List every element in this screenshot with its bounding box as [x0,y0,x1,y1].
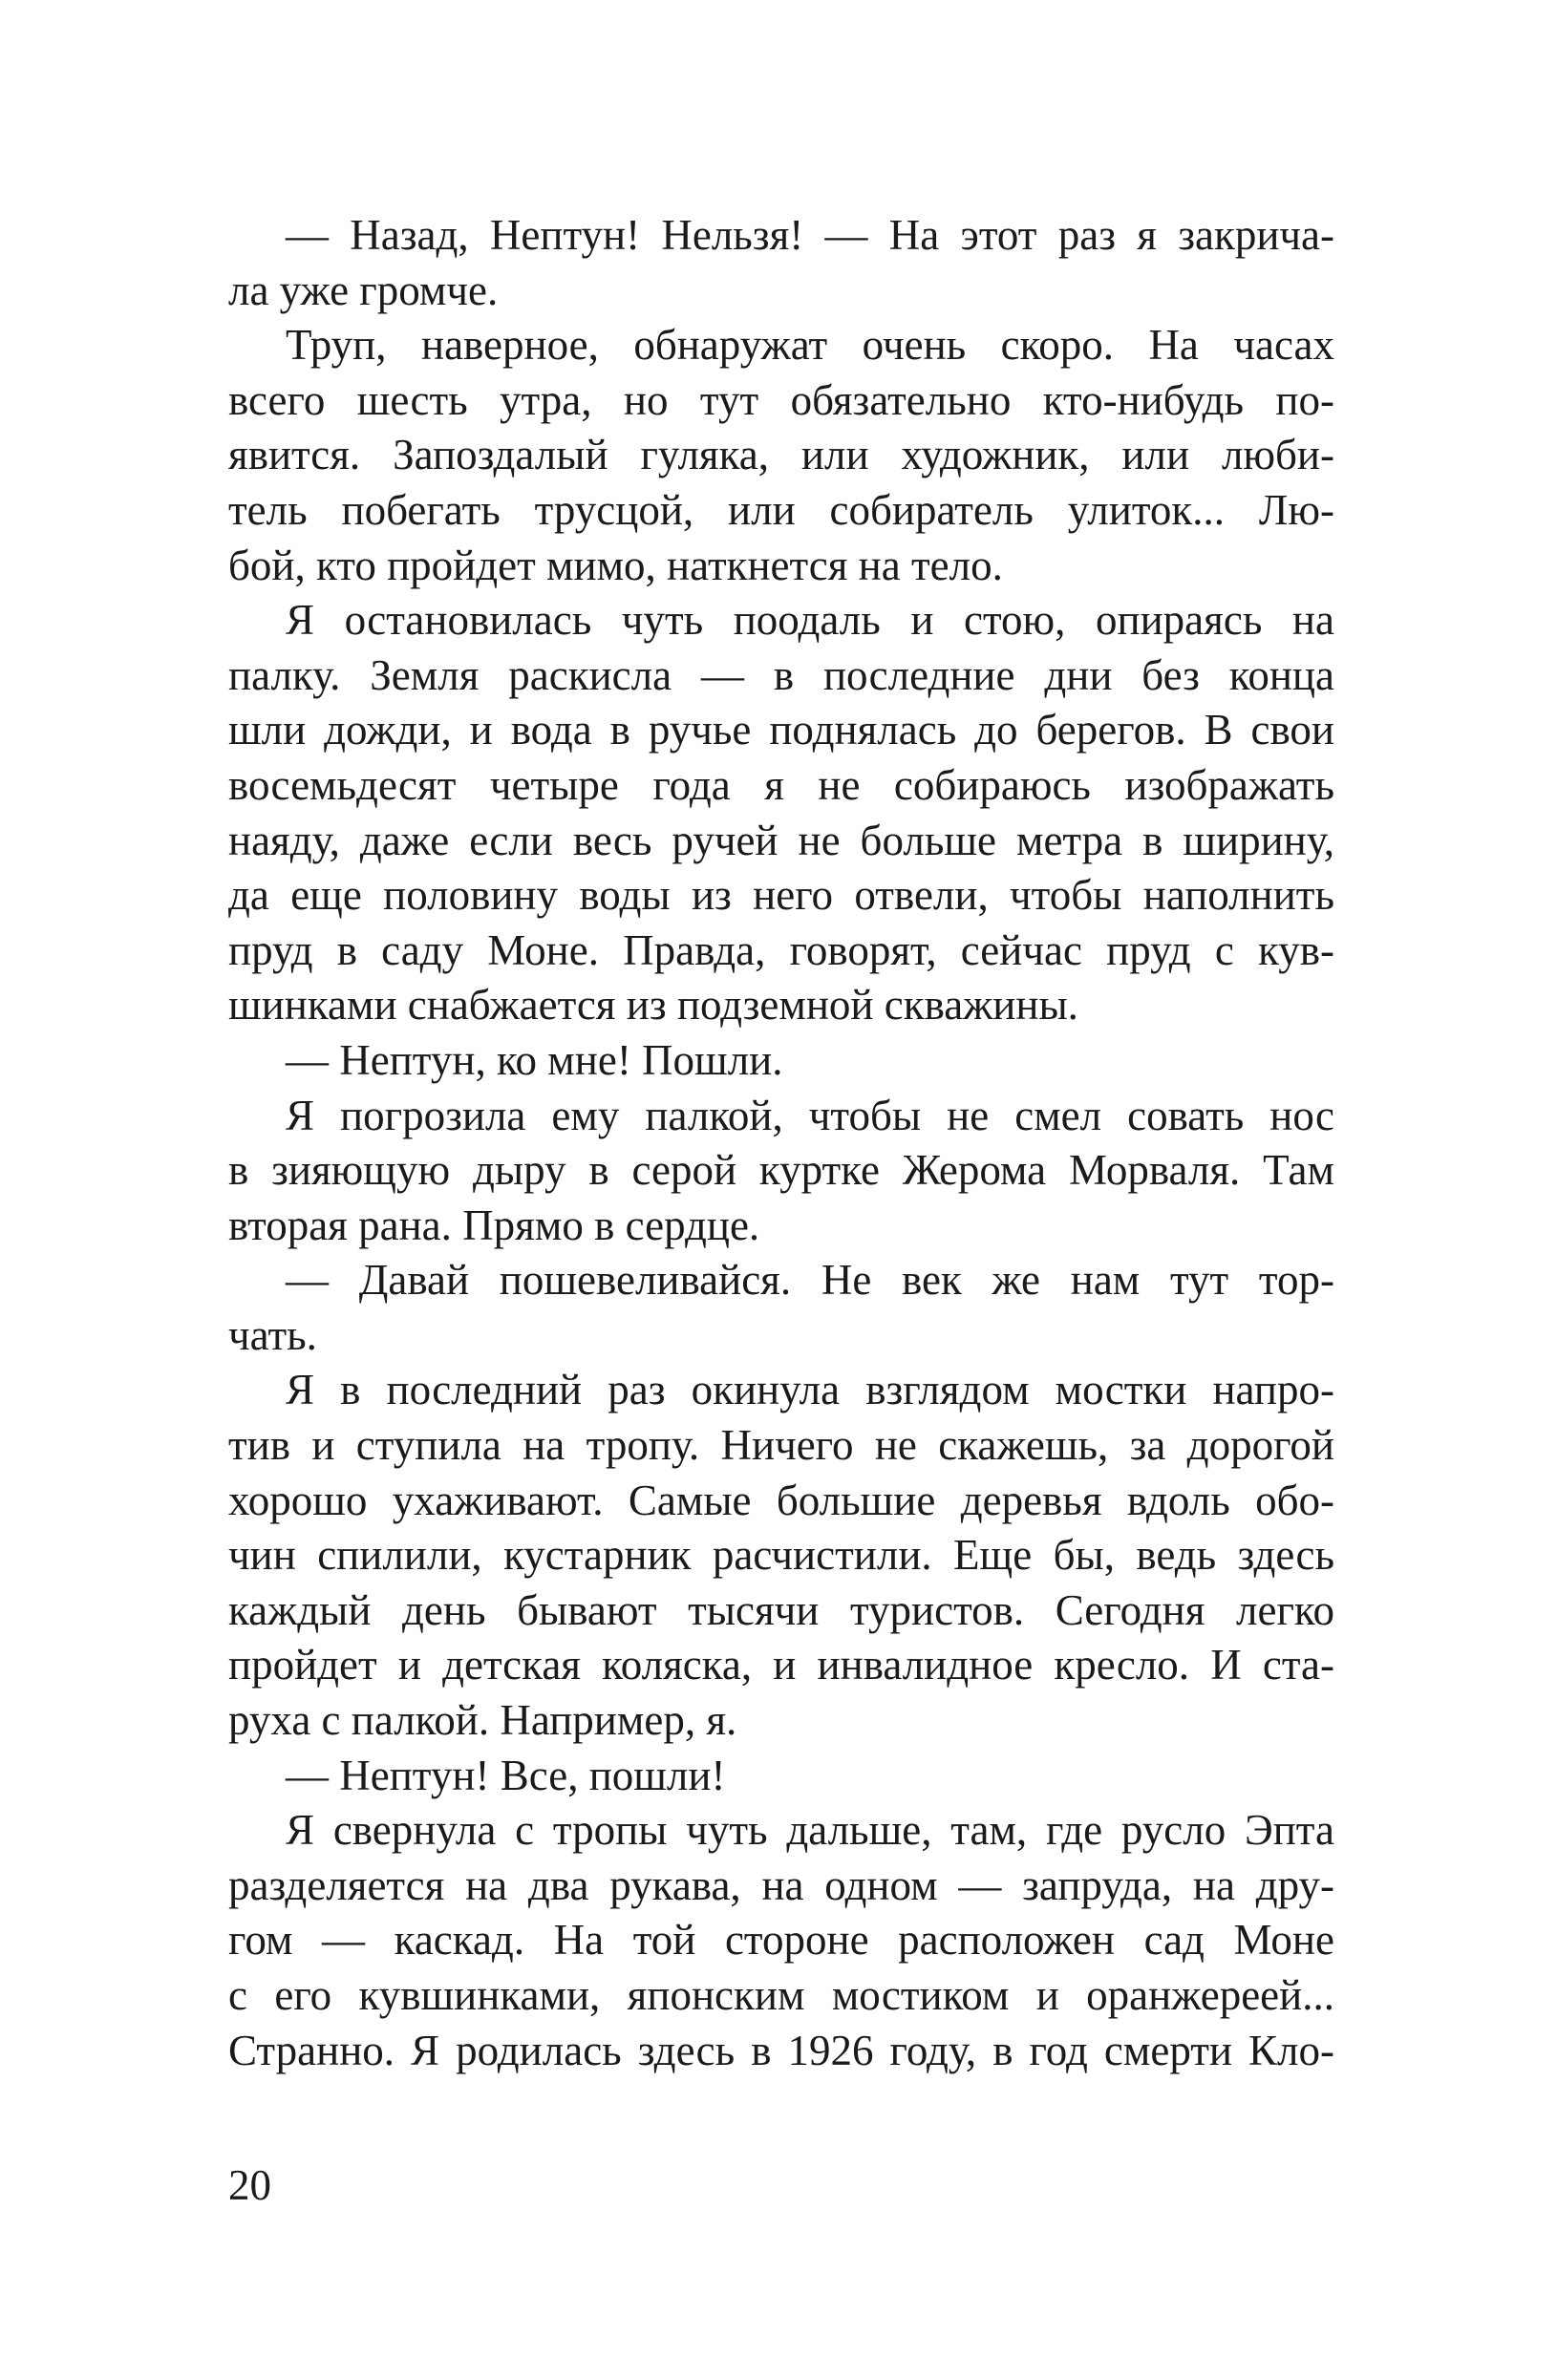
text-line: да еще половину воды из него отвели, чтобы наполнить [228,871,1334,920]
text-line: Я погрозила ему палкой, чтобы не смел совать нос [286,1091,1334,1139]
text-line: Я свернула с тропы чуть дальше, там, где русло Эпта [286,1806,1334,1855]
text-line: разделяется на два рукава, на одном — запруда, на дру- [228,1860,1334,1909]
text-line: гом — каскад. На той стороне расположен сад Моне [228,1916,1334,1965]
text-line: с его кувшинками, японским мостиком и оранжереей... [228,1971,1334,2019]
text-line: тель побегать трусцой, или собиратель улиток... Лю- [228,485,1334,534]
text-line: пруд в саду Моне. Правда, говорят, сейчас пруд с кув- [228,925,1334,974]
text-line: восемьдесят четыре года я не собираюсь изображать [228,760,1334,809]
text-line: Странно. Я родилась здесь в 1926 году, в год смерти Кло- [228,2026,1334,2074]
text-line: ла уже громче. [228,266,499,314]
text-line: тив и ступила на тропу. Ничего не скажешь, за дорогой [228,1421,1334,1470]
text-line: всего шесть утра, но тут обязательно кто-нибудь по- [228,375,1334,424]
text-line: хорошо ухаживают. Самые большие деревья вдоль обо- [228,1476,1334,1524]
body-text [228,208,1334,2078]
text-line: явится. Запоздалый гуляка, или художник, или люби- [228,431,1334,479]
text-line: руха с палкой. Например, я. [228,1696,737,1745]
text-line: каждый день бывают тысячи туристов. Сегодня легко [228,1585,1334,1634]
text-line: — Нептун, ко мне! Пошли. [286,1035,783,1084]
text-line: Труп, наверное, обнаружат очень скоро. На часах [286,321,1334,370]
text-line: Я в последний раз окинула взглядом мостки напро- [286,1366,1334,1414]
page-number: 20 [228,2161,271,2209]
text-line: чин спилили, кустарник расчистили. Еще бы, ведь здесь [228,1531,1334,1580]
text-line: пройдет и детская коляска, и инвалидное кресло. И ста- [228,1641,1334,1689]
text-line: шинками снабжается из подземной скважины. [228,981,1078,1030]
text-line: — Нептун! Все, пошли! [286,1751,726,1799]
text-line: чать. [228,1310,317,1359]
text-line: бой, кто пройдет мимо, наткнется на тело. [228,541,1003,589]
text-line: — Назад, Нептун! Нельзя! — На этот раз я закрича- [286,211,1334,259]
text-line: Я остановилась чуть поодаль и стою, опираясь на [286,596,1334,645]
text-line: — Давай пошевеливайся. Не век же нам тут тор- [286,1256,1334,1305]
text-line: вторая рана. Прямо в сердце. [228,1201,760,1249]
text-line: шли дожди, и вода в ручье поднялась до берегов. В свои [228,706,1334,754]
text-line: в зияющую дыру в серой куртке Жерома Морваля. Там [228,1146,1334,1195]
text-line: палку. Земля раскисла — в последние дни без конца [228,650,1334,699]
text-line: наяду, даже если весь ручей не больше метра в ширину, [228,816,1334,864]
